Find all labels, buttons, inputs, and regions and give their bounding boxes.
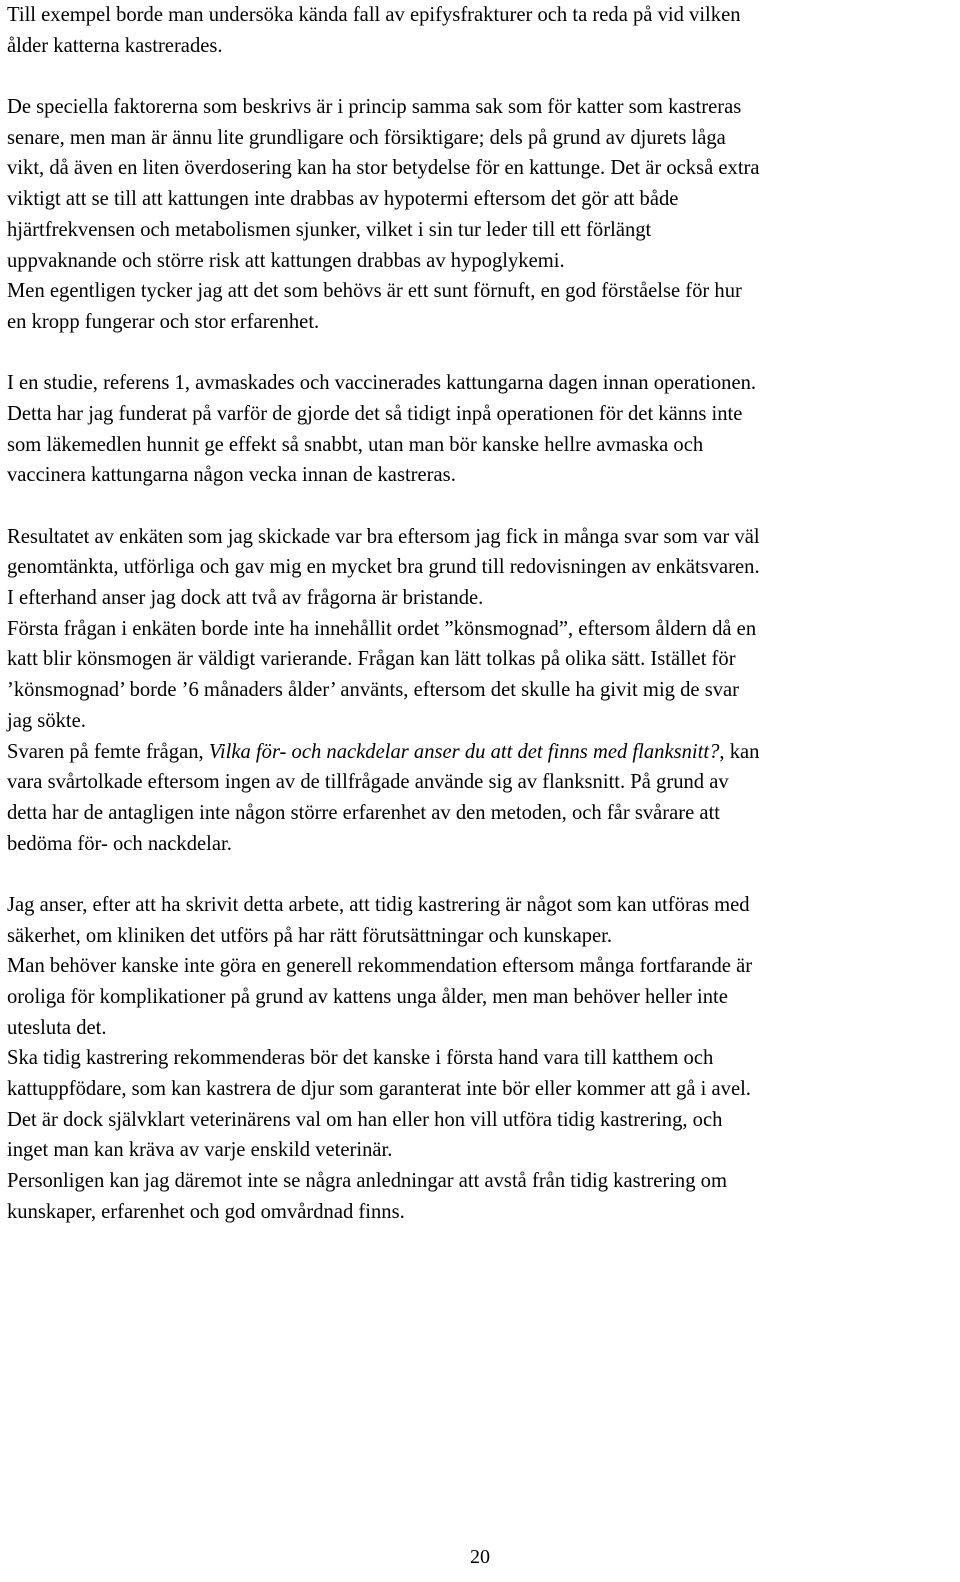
document-body — [7, 0, 953, 1228]
text-line: Jag anser, efter att ha skrivit detta arbete, att tidig kastrering är något som kan utföras med — [7, 893, 750, 916]
paragraph-gap — [7, 338, 953, 369]
text-line: Ska tidig kastrering rekommenderas bör det kanske i första hand vara till katthem och — [7, 1047, 714, 1070]
text-line: jag sökte. — [7, 709, 86, 732]
text-line: hjärtfrekvensen och metabolismen sjunker, vilket i sin tur leder till ett förlängt — [7, 218, 652, 241]
text-line: en kropp fungerar och stor erfarenhet. — [7, 310, 320, 333]
text-line: Man behöver kanske inte göra en generell rekommendation eftersom många fortfarande är — [7, 955, 753, 978]
text-line: Detta har jag funderat på varför de gjorde det så tidigt inpå operationen för det känns inte — [7, 402, 743, 425]
survey-question-italic: Vilka för- och nackdelar anser du att det finns med flanksnitt? — [208, 740, 720, 763]
text-block-conclusion — [7, 767, 953, 1227]
text-line: säkerhet, om kliniken det utförs på har rätt förutsättningar och kunskaper. — [7, 924, 613, 947]
page-number: 20 — [470, 1546, 490, 1568]
line-text-before-italic: Svaren på femte frågan, — [7, 740, 209, 763]
italic-question-line — [7, 737, 953, 768]
paragraph-gap — [7, 61, 953, 92]
text-line: I en studie, referens 1, avmaskades och vaccinerades kattungarna dagen innan operationen. — [7, 372, 757, 395]
text-line: som läkemedlen hunnit ge effekt så snabbt, utan man bör kanske hellre avmaska och — [7, 433, 704, 456]
text-line: kunskaper, erfarenhet och god omvårdnad finns. — [7, 1200, 405, 1223]
text-line: uppvaknande och större risk att kattungen drabbas av hypoglykemi. — [7, 249, 565, 272]
text-line: genomtänkta, utförliga och gav mig en mycket bra grund till redovisningen av enkätsvaren. — [7, 556, 760, 579]
text-line: Resultatet av enkäten som jag skickade var bra eftersom jag fick in många svar som var väl — [7, 525, 760, 548]
text-line: kattuppfödare, som kan kastrera de djur som garanterat inte bör eller kommer att gå i avel. — [7, 1078, 751, 1101]
text-block-main — [7, 0, 953, 737]
text-line: katt blir könsmogen är väldigt varierande. Frågan kan lätt tolkas på olika sätt. Istället för — [7, 648, 736, 671]
text-line: utesluta det. — [7, 1016, 107, 1039]
text-line: I efterhand anser jag dock att två av frågorna är bristande. — [7, 587, 484, 610]
text-line: vara svårtolkade eftersom ingen av de tillfrågade använde sig av flanksnitt. På grund av — [7, 771, 729, 794]
text-line: viktigt att se till att kattungen inte drabbas av hypotermi eftersom det gör att både — [7, 188, 679, 211]
text-line: detta har de antagligen inte någon större erfarenhet av den metoden, och får svårare att — [7, 801, 721, 824]
text-line: ’könsmognad’ borde ’6 månaders ålder’ använts, eftersom det skulle ha givit mig de svar — [7, 679, 740, 702]
paragraph-gap — [7, 859, 953, 890]
text-line: senare, men man är ännu lite grundligare och försiktigare; dels på grund av djurets låga — [7, 126, 726, 149]
text-line: inget man kan kräva av varje enskild veterinär. — [7, 1139, 393, 1162]
text-line: De speciella faktorerna som beskrivs är i princip samma sak som för katter som kastreras — [7, 96, 742, 119]
text-line: bedöma för- och nackdelar. — [7, 832, 232, 855]
text-line: Personligen kan jag däremot inte se några anledningar att avstå från tidig kastrering om — [7, 1170, 727, 1193]
text-line: vaccinera kattungarna någon vecka innan de kastreras. — [7, 464, 456, 487]
text-line: Till exempel borde man undersöka kända fall av epifysfrakturer och ta reda på vid vilken — [7, 4, 741, 26]
text-line: Första frågan i enkäten borde inte ha innehållit ordet ”könsmognad”, eftersom åldern då en — [7, 617, 757, 640]
text-line: ålder katterna kastrerades. — [7, 34, 223, 57]
text-line: oroliga för komplikationer på grund av kattens unga ålder, men man behöver heller inte — [7, 986, 728, 1008]
text-line: Det är dock självklart veterinärens val om han eller hon vill utföra tidig kastrering, och — [7, 1108, 723, 1131]
paragraph-gap — [7, 491, 953, 522]
line-text-after-italic: , kan — [719, 740, 760, 763]
text-line: vikt, då även en liten överdosering kan ha stor betydelse för en kattunge. Det är också extra — [7, 157, 760, 180]
text-line: Men egentligen tycker jag att det som behövs är ett sunt förnuft, en god förståelse för hur — [7, 280, 742, 303]
